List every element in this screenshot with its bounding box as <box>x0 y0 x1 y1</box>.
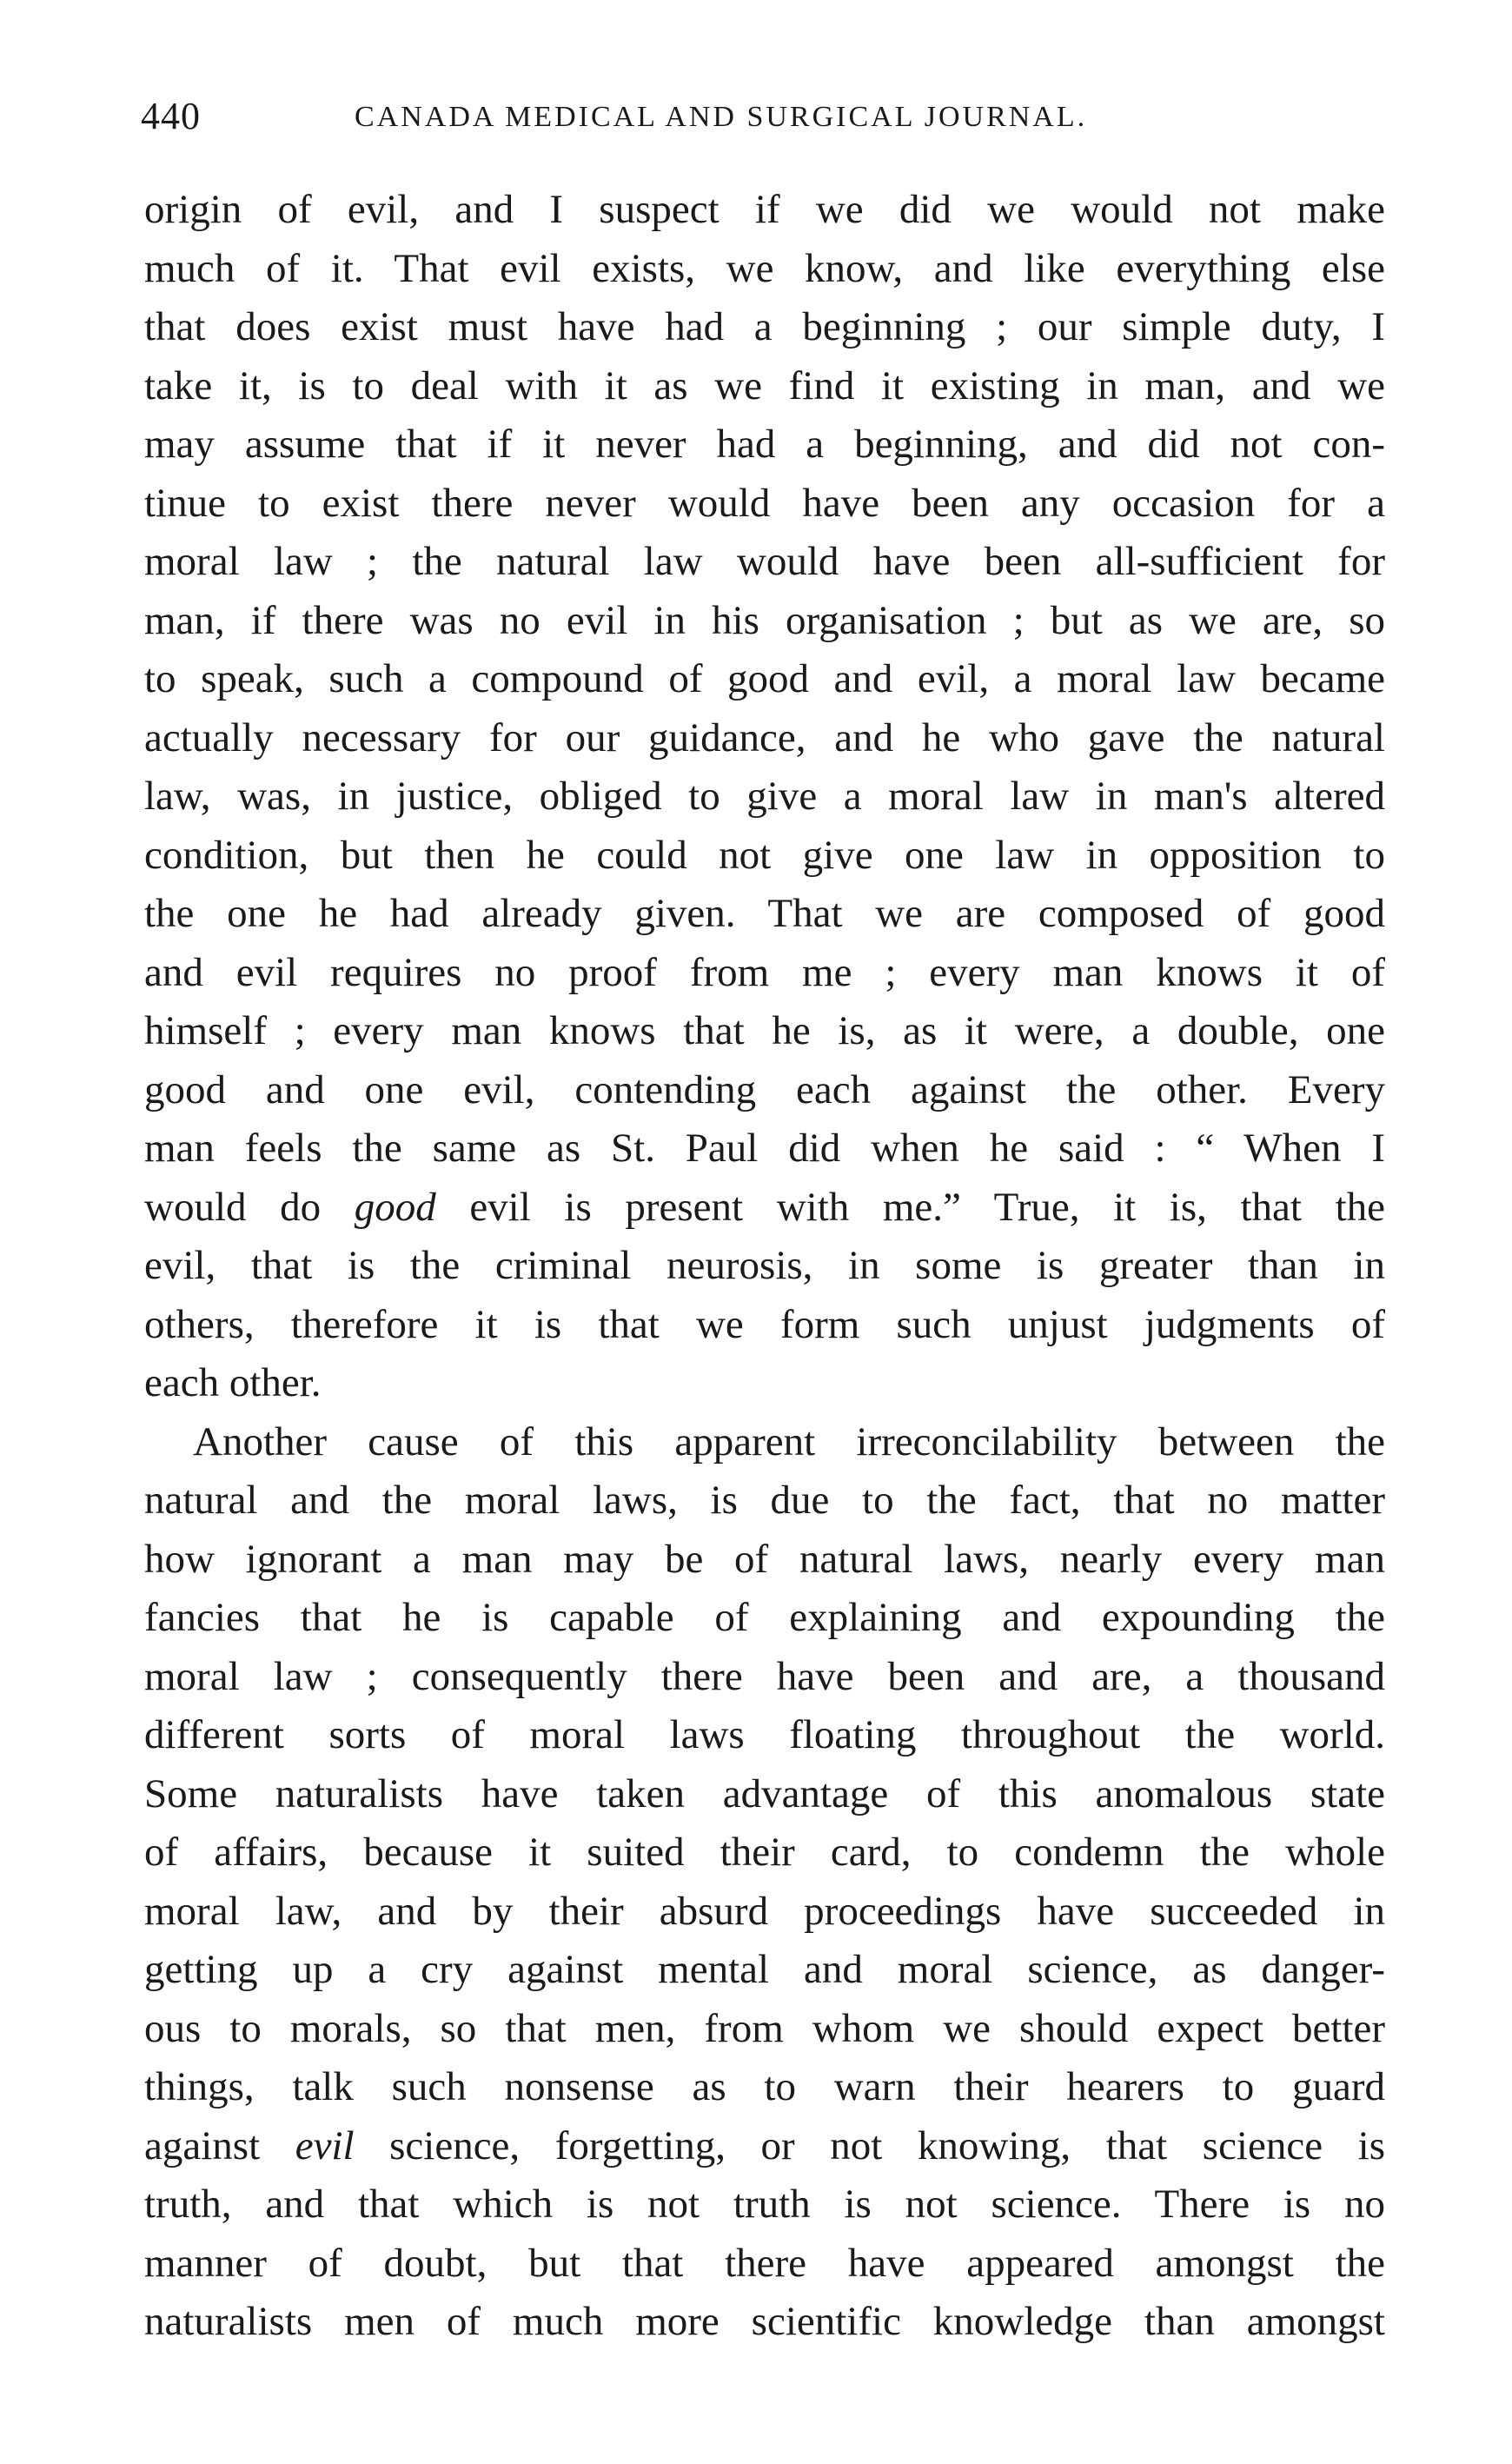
text-line: that does exist must have had a beginning ; our simple duty, I <box>144 304 1385 349</box>
text-line: of affairs, because it suited their card, to condemn the whole <box>144 1830 1385 1875</box>
text-line: how ignorant a man may be of natural laws, nearly every man <box>144 1536 1385 1582</box>
text-line: law, was, in justice, obliged to give a moral law in man's altered <box>144 774 1385 819</box>
text-run: against <box>144 2122 295 2168</box>
text-line: actually necessary for our guidance, and he who gave the natural <box>144 714 1385 760</box>
text-line: evil, that is the criminal neurosis, in some is greater than in <box>144 1243 1385 1288</box>
text-line: each other. <box>144 1360 322 1405</box>
text-line: natural and the moral laws, is due to the fact, that no matter <box>144 1478 1385 1523</box>
text-line: different sorts of moral laws floating throughout the world. <box>144 1712 1385 1757</box>
running-header <box>141 94 1383 146</box>
article-body <box>144 181 1385 2352</box>
text-line: origin of evil, and I suspect if we did we would not make <box>144 187 1385 232</box>
text-line: take it, is to deal with it as we find it existing in man, and we <box>144 362 1385 408</box>
text-line: man, if there was no evil in his organisation ; but as we are, so <box>144 597 1385 643</box>
text-line: moral law ; the natural law would have been all-sufficient for <box>144 539 1385 584</box>
page-number: 440 <box>141 95 201 137</box>
text-line: himself ; every man knows that he is, as it were, a double, one <box>144 1008 1385 1053</box>
text-line: manner of doubt, but that there have appeared amongst the <box>144 2240 1385 2286</box>
text-run: science, forgetting, or not knowing, that science is <box>354 2122 1385 2168</box>
text-line <box>144 2117 1385 2176</box>
text-line: getting up a cry against mental and moral science, as danger- <box>144 1947 1385 1992</box>
text-line: others, therefore it is that we form such unjust judgments of <box>144 1301 1385 1347</box>
text-line: Some naturalists have taken advantage of this anomalous state <box>144 1770 1385 1816</box>
text-line: ous to morals, so that men, from whom we should expect better <box>144 2005 1385 2051</box>
text-line: and evil requires no proof from me ; every man knows it of <box>144 949 1385 995</box>
italic-word: evil <box>295 2122 355 2168</box>
text-line: fancies that he is capable of explaining and expounding the <box>144 1595 1385 1640</box>
text-line <box>144 1179 1385 1238</box>
text-line: good and one evil, contending each against the other. Every <box>144 1066 1385 1112</box>
text-line: moral law ; consequently there have been and are, a thousand <box>144 1653 1385 1699</box>
text-line: much of it. That evil exists, we know, and like everything else <box>144 245 1385 291</box>
italic-word: good <box>354 1184 436 1230</box>
text-run: would do <box>144 1184 355 1230</box>
text-line: condition, but then he could not give one law in opposition to <box>144 832 1385 878</box>
text-line: to speak, such a compound of good and evil, a moral law became <box>144 656 1385 701</box>
text-line: Another cause of this apparent irreconcilability between the <box>193 1418 1385 1464</box>
text-line: naturalists men of much more scientific knowledge than amongst <box>144 2299 1385 2344</box>
text-line: truth, and that which is not truth is not science. There is no <box>144 2182 1385 2227</box>
text-line: man feels the same as St. Paul did when he said : “ When I <box>144 1126 1385 1171</box>
text-line: may assume that if it never had a beginning, and did not con- <box>144 422 1385 467</box>
text-run: evil is present with me.” True, it is, that the <box>435 1184 1385 1230</box>
text-line: tinue to exist there never would have been any occasion for a <box>144 480 1385 526</box>
journal-title: CANADA MEDICAL AND SURGICAL JOURNAL. <box>355 101 1088 133</box>
text-line: moral law, and by their absurd proceedings have succeeded in <box>144 1888 1385 1934</box>
text-line: the one he had already given. That we are composed of good <box>144 891 1385 936</box>
text-line: things, talk such nonsense as to warn their hearers to guard <box>144 2064 1385 2109</box>
